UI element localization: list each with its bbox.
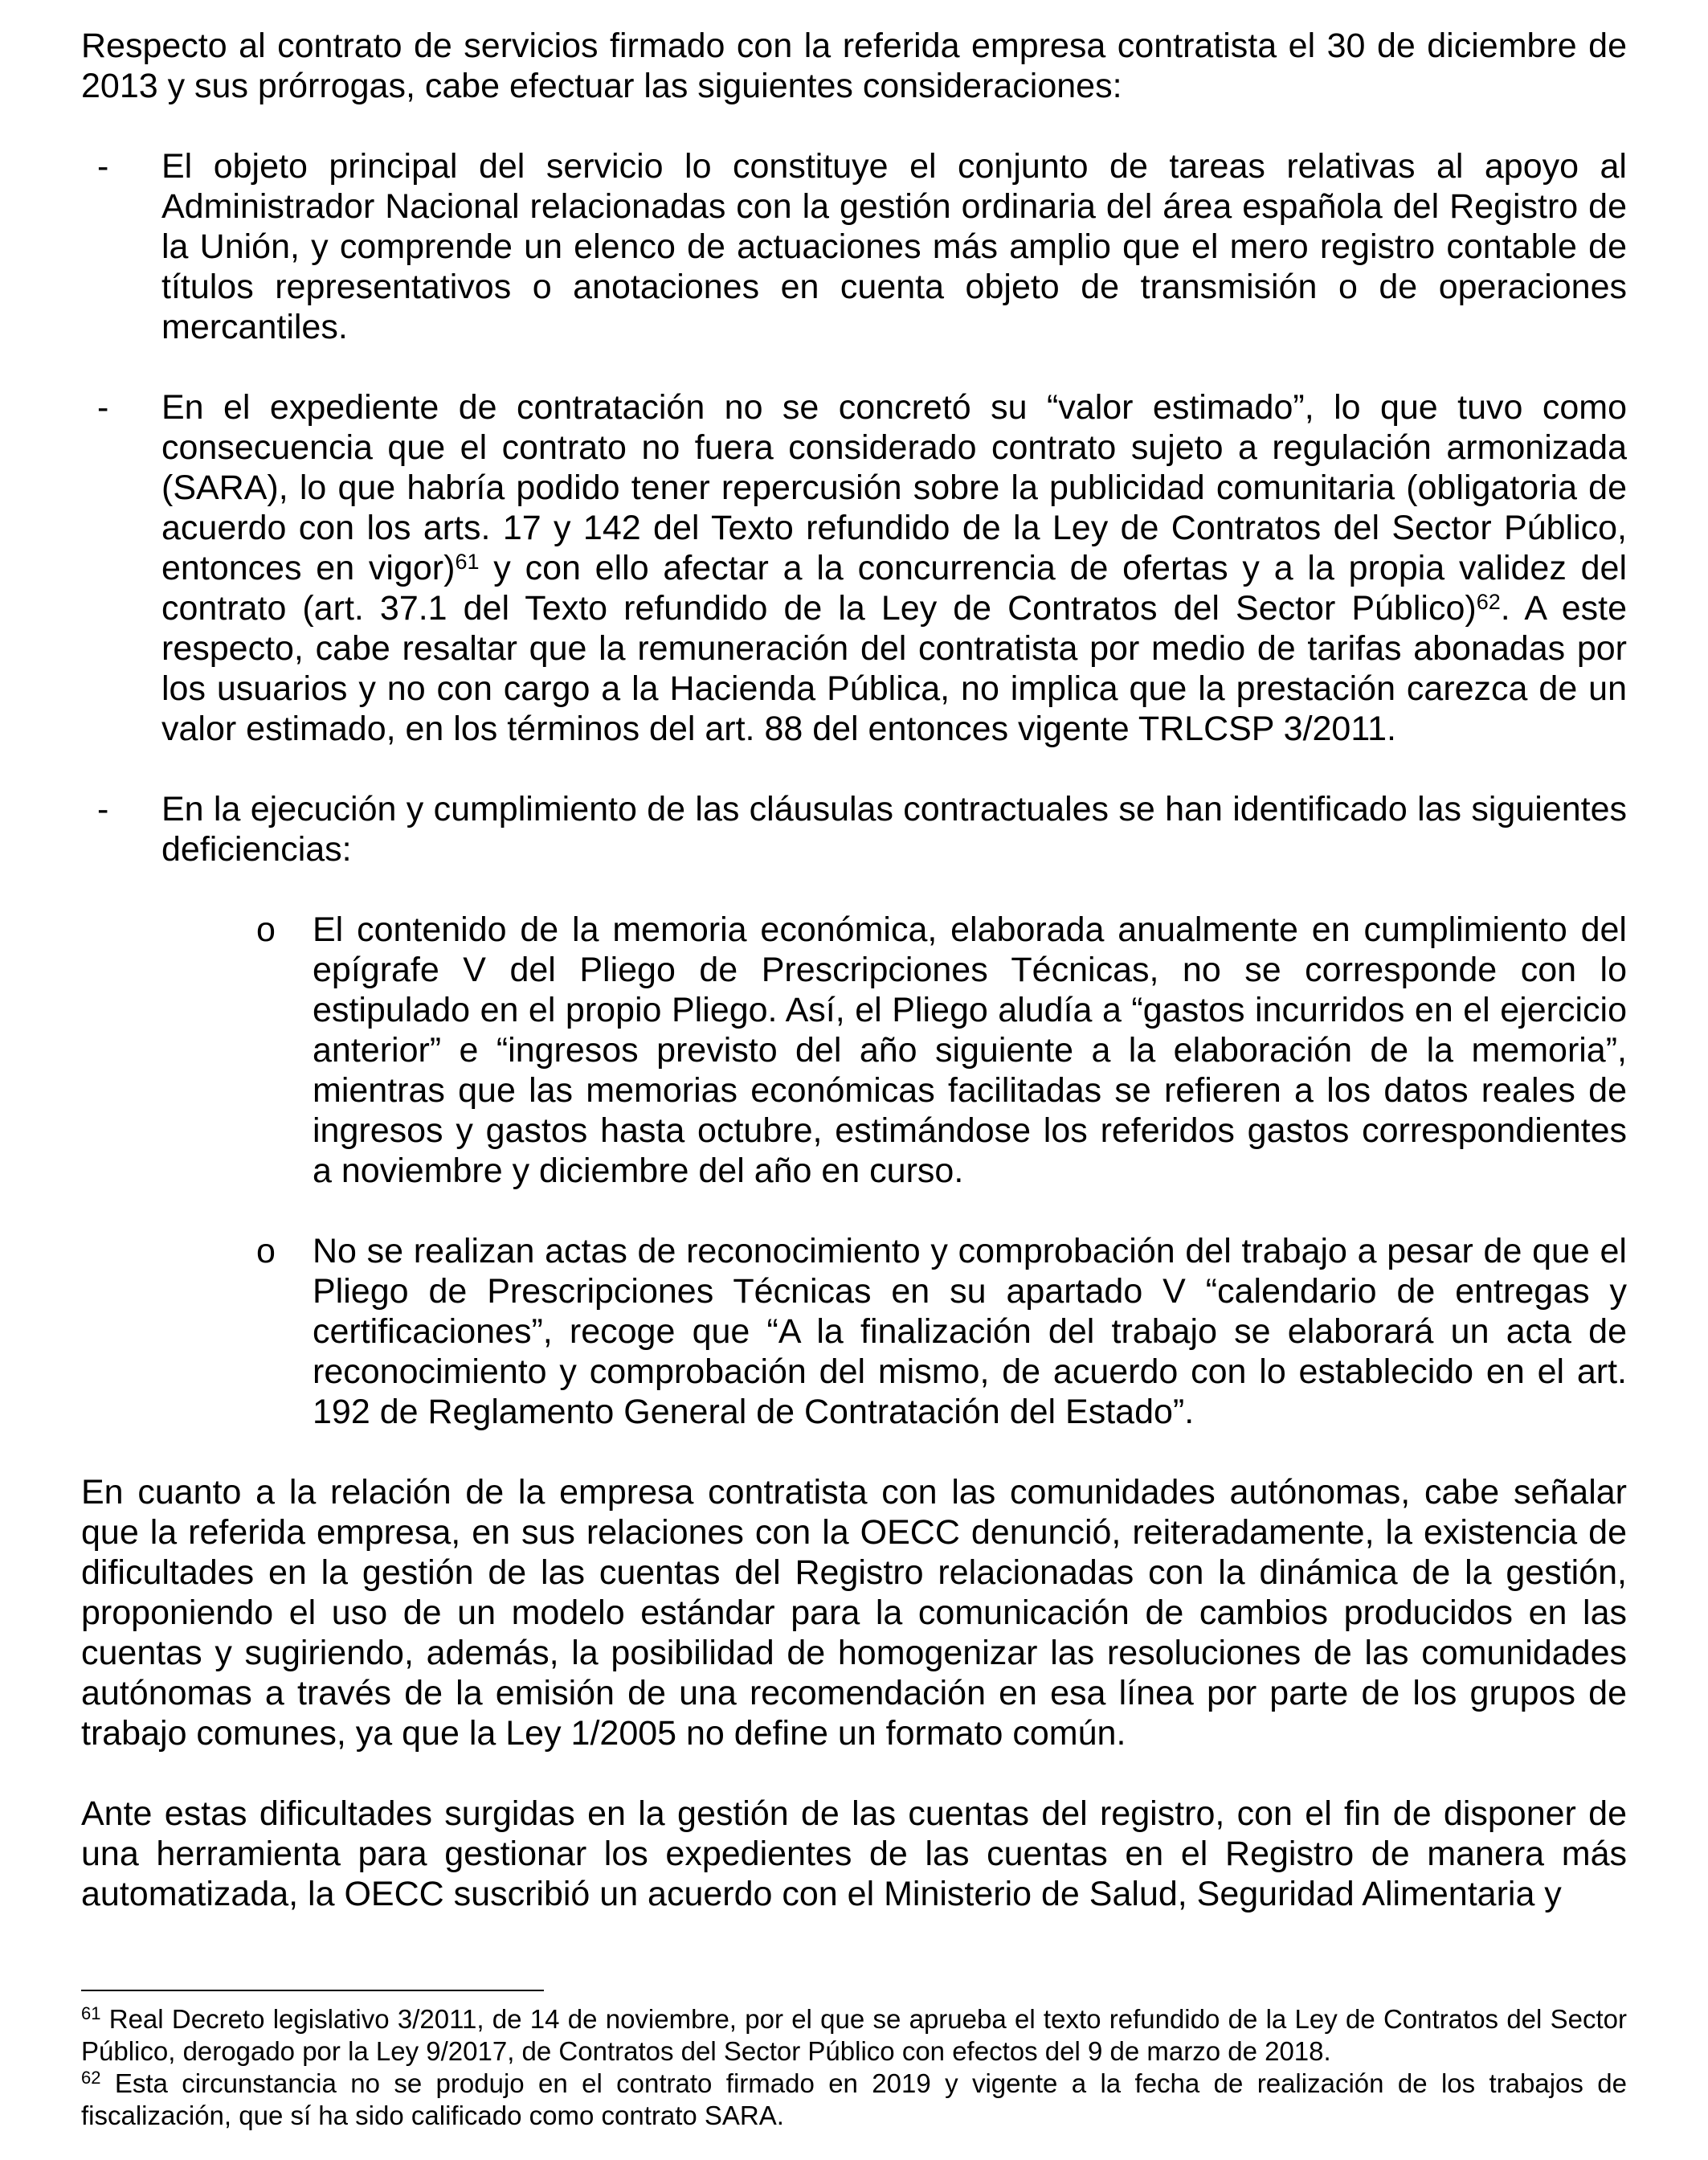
- paragraph: En cuanto a la relación de la empresa contratista con las comunidades autónomas, cabe señalar que la referida empresa, en sus relaciones con la OECC denunció, reiteradamente, la existencia de dificultades en la gestión de las cuentas del Registro relacionadas con la dinámica de la gestión, proponiendo el uso de un modelo estándar para la comunicación de cambios producidos en las cuentas y sugiriendo, además, la posibilidad de homogenizar las resoluciones de las comunidades autónomas a través de la emisión de una recomendación en esa línea por parte de los grupos de trabajo comunes, ya que la Ley 1/2005 no define un formato común.: [81, 1473, 1627, 1753]
- footnote-ref-62[interactable]: 62: [1476, 589, 1501, 614]
- footnote: [81, 2068, 1627, 2132]
- list-item: [81, 146, 1627, 347]
- footnote-separator: [81, 1990, 544, 1991]
- list-item-text: En la ejecución y cumplimiento de las cláusulas contractuales se han identificado las siguientes deficiencias:: [161, 790, 1627, 869]
- footnote-number: 62: [81, 2068, 101, 2088]
- item-text-part: En el expediente de contratación no se concretó su “valor estimado”, lo que tuvo como consecuencia que el contrato no fuera considerado contrato sujeto a regulación armonizada (SARA), lo que habría podido tener repercusión sobre la publicidad comunitaria (obligatoria de acuerdo con los arts. 17 y 142 del Texto refundido de la Ley de Contratos del Sector Público, entonces en vigor): [161, 388, 1627, 587]
- item-text-part: . A este respecto, cabe resaltar que la remuneración del contratista por medio de tarifas abonadas por los usuarios y no con cargo a la Hacienda Pública, no implica que la prestación carezca de un valor estimado, en los términos del art. 88 del entonces vigente TRLCSP 3/2011.: [161, 589, 1627, 748]
- footnote-number: 61: [81, 2003, 101, 2023]
- circle-bullet: o: [256, 1232, 276, 1270]
- footnote-text: Real Decreto legislativo 3/2011, de 14 de noviembre, por el que se aprueba el texto refundido de la Ley de Contratos del Sector Público, derogado por la Ley 9/2017, de Contratos del Sector Público con efectos del 9 de marzo de 2018.: [81, 2004, 1627, 2066]
- footnotes: [81, 2003, 1627, 2132]
- dash-bullet: -: [97, 790, 109, 828]
- footnote: [81, 2003, 1627, 2068]
- list-item: [81, 387, 1627, 749]
- item-text-part: y con ello afectar a la concurrencia de ofertas y a la propia validez del contrato (art. 37.1 del Texto refundido de la Ley de Contratos del Sector Público): [161, 549, 1628, 628]
- list-item: [81, 789, 1627, 869]
- dash-bullet: -: [97, 388, 109, 427]
- sub-list-item: [81, 910, 1627, 1191]
- sub-list-item-text: El contenido de la memoria económica, elaborada anualmente en cumplimiento del epígrafe V del Pliego de Prescripciones Técnicas, no se corresponde con lo estipulado en el propio Pliego. Así, el Pliego aludía a “gastos incurridos en el ejercicio anterior” e “ingresos previsto del año siguiente a la elaboración de la memoria”, mientras que las memorias económicas facilitadas se refieren a los datos reales de ingresos y gastos hasta octubre, estimándose los referidos gastos correspondientes a noviembre y diciembre del año en curso.: [313, 910, 1627, 1190]
- list-item-text: El objeto principal del servicio lo constituye el conjunto de tareas relativas al apoyo al Administrador Nacional relacionadas con la gestión ordinaria del área española del Registro de la Unión, y comprende un elenco de actuaciones más amplio que el mero registro contable de títulos representativos o anotaciones en cuenta objeto de transmisión o de operaciones mercantiles.: [161, 147, 1627, 346]
- circle-bullet: o: [256, 910, 276, 949]
- sub-list-item: [81, 1231, 1627, 1432]
- intro-paragraph: Respecto al contrato de servicios firmado con la referida empresa contratista el 30 de diciembre de 2013 y sus prórrogas, cabe efectuar las siguientes consideraciones:: [81, 27, 1627, 105]
- footnote-ref-61[interactable]: 61: [455, 549, 480, 574]
- footnote-text: Esta circunstancia no se produjo en el contrato firmado en 2019 y vigente a la fecha de realización de los trabajos de fiscalización, que sí ha sido calificado como contrato SARA.: [81, 2068, 1627, 2130]
- list-item-text: [161, 387, 1627, 749]
- sub-list-item-text: No se realizan actas de reconocimiento y comprobación del trabajo a pesar de que el Pliego de Prescripciones Técnicas en su apartado V “calendario de entregas y certificaciones”, recoge que “A la finalización del trabajo se elaborará un acta de reconocimiento y comprobación del mismo, de acuerdo con lo establecido en el art. 192 de Reglamento General de Contratación del Estado”.: [313, 1232, 1627, 1431]
- main-text: [81, 26, 1627, 1914]
- paragraph: Ante estas dificultades surgidas en la gestión de las cuentas del registro, con el fin de disponer de una herramienta para gestionar los expedientes de las cuentas en el Registro de manera más automatizada, la OECC suscribió un acuerdo con el Ministerio de Salud, Seguridad Alimentaria y: [81, 1794, 1627, 1913]
- dash-bullet: -: [97, 147, 109, 186]
